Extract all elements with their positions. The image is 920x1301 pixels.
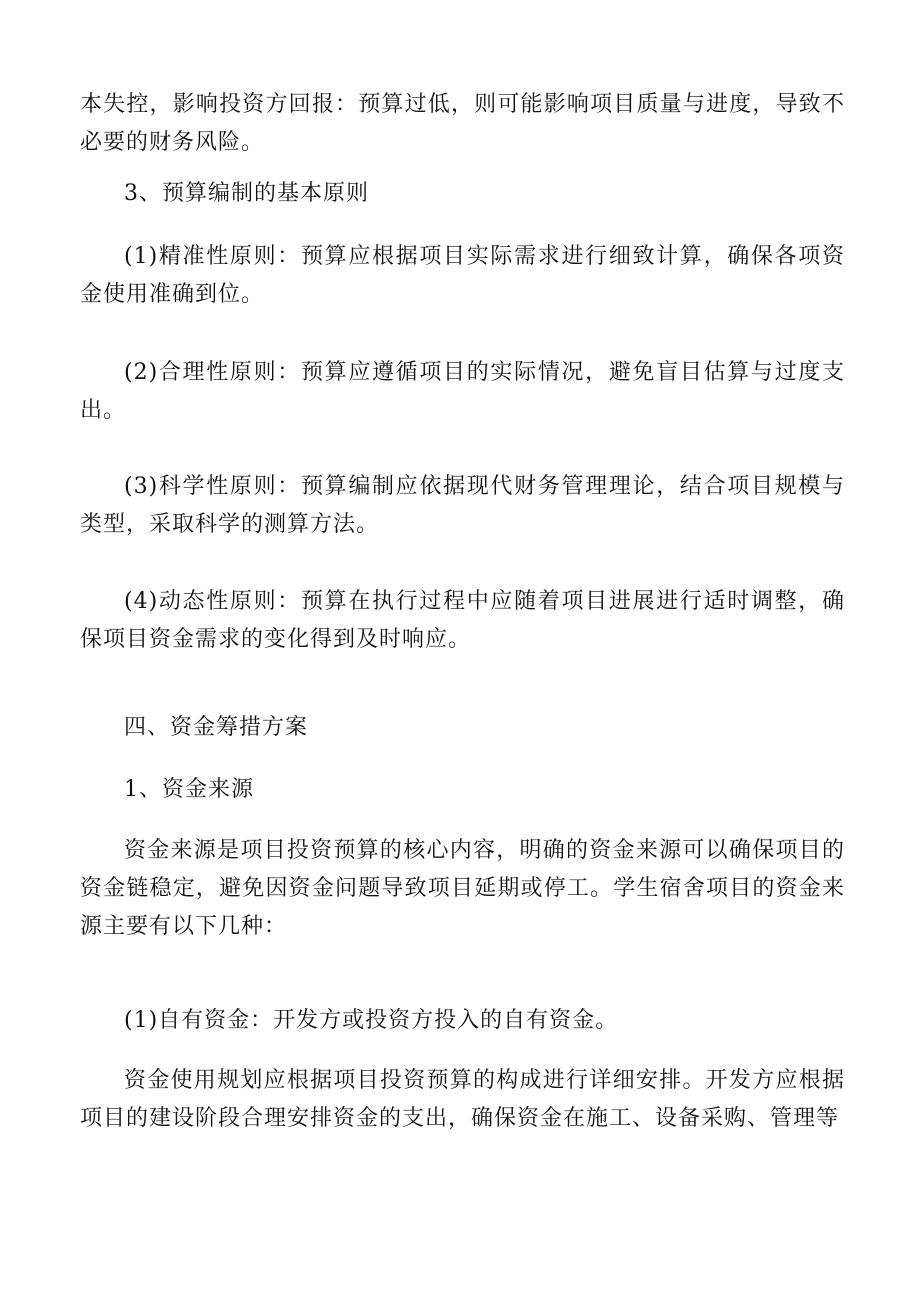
section-heading-fund-sources: 1、资金来源 xyxy=(124,777,254,802)
section-heading-budget-principles: 3、预算编制的基本原则 xyxy=(124,181,369,206)
paragraph-principle-dynamic: (4)动态性原则：预算在执行过程中应随着项目进展进行适时调整，确保项目资金需求的变化得到及时响应。 xyxy=(80,589,845,652)
paragraph-continuation: 本失控，影响投资方回报：预算过低，则可能影响项目质量与进度，导致不必要的财务风险。 xyxy=(80,92,845,155)
paragraph-own-funds: (1)自有资金：开发方或投资方投入的自有资金。 xyxy=(124,1008,619,1033)
paragraph-principle-accuracy: (1)精准性原则：预算应根据项目实际需求进行细致计算，确保各项资金使用准确到位。 xyxy=(80,244,845,307)
paragraph-principle-scientific: (3)科学性原则：预算编制应依据现代财务管理理论，结合项目规模与类型，采取科学的测算方法。 xyxy=(80,474,845,537)
paragraph-fund-sources: 资金来源是项目投资预算的核心内容，明确的资金来源可以确保项目的资金链稳定，避免因资金问题导致项目延期或停工。学生宿舍项目的资金来源主要有以下几种： xyxy=(80,838,845,939)
paragraph-principle-rationality: (2)合理性原则：预算应遵循项目的实际情况，避免盲目估算与过度支出。 xyxy=(80,360,845,423)
chapter-heading-fund-raising: 四、资金筹措方案 xyxy=(124,715,309,740)
paragraph-fund-usage-plan: 资金使用规划应根据项目投资预算的构成进行详细安排。开发方应根据项目的建设阶段合理安排资金的支出，确保资金在施工、设备采购、管理等 xyxy=(80,1068,845,1131)
